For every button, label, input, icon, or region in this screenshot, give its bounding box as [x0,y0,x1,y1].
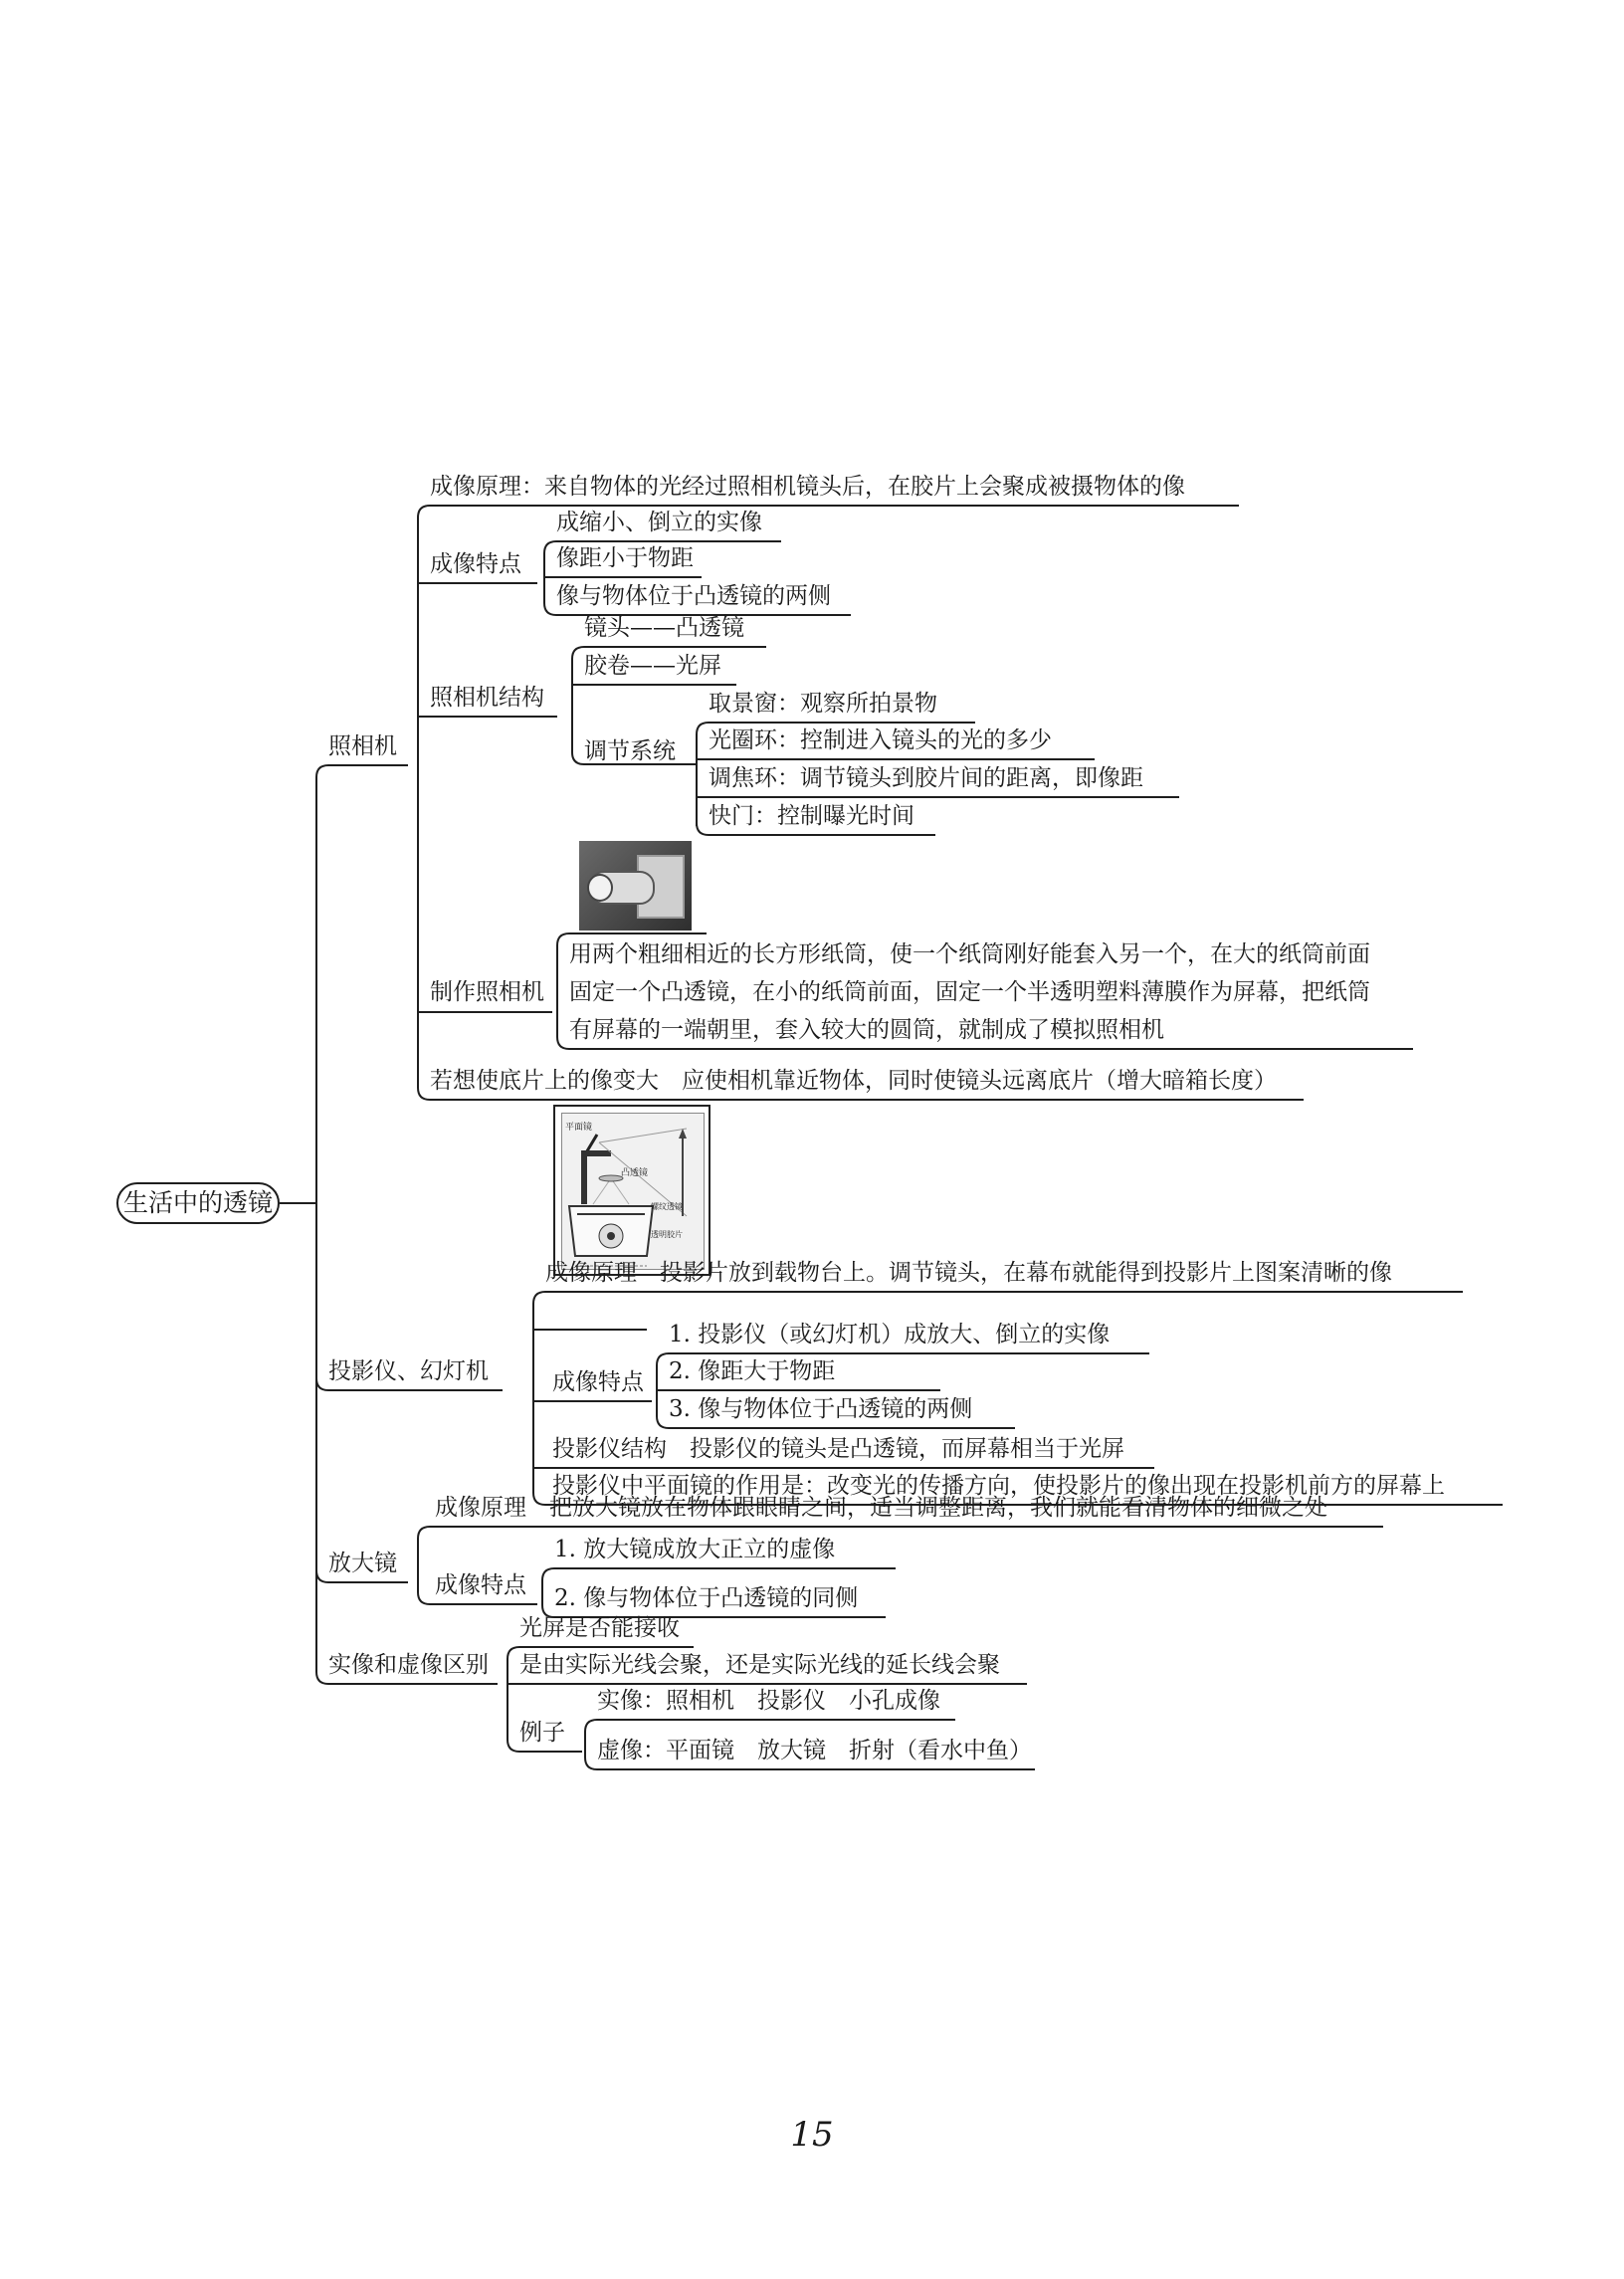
projector-feature-3: 3. 像与物体位于凸透镜的两侧 [669,1396,973,1422]
camera-structure-label[interactable]: 照相机结构 [430,685,544,711]
structure-lens: 镜头——凸透镜 [584,615,744,641]
criterion-rays: 是由实际光线会聚，还是实际光线的延长线会聚 [519,1652,1000,1678]
projector-mirror-role: 投影仪中平面镜的作用是：改变光的传播方向，使投影片的像出现在投影机前方的屏幕上 [552,1473,1445,1499]
adjust-item-viewfinder: 取景窗：观察所拍景物 [709,691,937,717]
fig-label-film: 透明胶片 [651,1230,683,1239]
make-camera-line-2: 固定一个凸透镜，在小的纸筒前面，固定一个半透明塑料薄膜作为屏幕，把纸筒 [569,979,1370,1005]
projector-features-label[interactable]: 成像特点 [552,1369,644,1395]
fig-label-fresnel: 螺纹透镜 [651,1202,683,1211]
root-node[interactable]: 生活中的透镜 [116,1182,280,1224]
magnifier-features-label[interactable]: 成像特点 [435,1572,526,1598]
camera-feature-3: 像与物体位于凸透镜的两侧 [556,583,831,609]
example-real: 实像：照相机 投影仪 小孔成像 [597,1688,940,1714]
make-camera-label[interactable]: 制作照相机 [430,979,544,1005]
magnifier-node[interactable]: 放大镜 [328,1551,397,1576]
projector-feature-1: 1. 投影仪（或幻灯机）成放大、倒立的实像 [669,1322,1111,1347]
camera-feature-2: 像距小于物距 [556,545,694,571]
structure-film: 胶卷——光屏 [584,653,721,679]
bigger-image-tip: 若想使底片上的像变大 应使相机靠近物体，同时使镜头远离底片（增大暗箱长度） [430,1068,1277,1094]
fig-label-mirror: 平面镜 [565,1123,593,1133]
projector-figure [553,1105,710,1276]
adjust-item-aperture: 光圈环：控制进入镜头的光的多少 [709,727,1052,753]
projector-structure: 投影仪结构 投影仪的镜头是凸透镜，而屏幕相当于光屏 [552,1436,1124,1462]
projector-feature-2: 2. 像距大于物距 [669,1358,836,1384]
examples-label[interactable]: 例子 [519,1720,565,1746]
magnifier-feature-2: 2. 像与物体位于凸透镜的同侧 [554,1585,859,1611]
paper-camera-photo [579,841,692,931]
fig-label-convex: 凸透镜 [621,1168,649,1178]
camera-node[interactable]: 照相机 [328,733,397,759]
magnifier-principle: 成像原理 把放大镜放在物体跟眼睛之间，适当调整距离，我们就能看清物体的细微之处 [435,1495,1327,1521]
real-virtual-node[interactable]: 实像和虚像区别 [328,1652,489,1678]
projector-principle: 成像原理 投影片放到载物台上。调节镜头，在幕布就能得到投影片上图案清晰的像 [545,1260,1392,1286]
adjust-system-label[interactable]: 调节系统 [584,738,676,764]
camera-feature-1: 成缩小、倒立的实像 [556,510,762,535]
projector-node[interactable]: 投影仪、幻灯机 [328,1358,489,1384]
criterion-screen: 光屏是否能接收 [519,1615,680,1641]
adjust-item-shutter: 快门：控制曝光时间 [709,803,914,829]
page-number: 15 [790,2115,834,2155]
camera-principle: 成像原理：来自物体的光经过照相机镜头后，在胶片上会聚成被摄物体的像 [430,474,1185,500]
make-camera-line-3: 有屏幕的一端朝里，套入较大的圆筒，就制成了模拟照相机 [569,1017,1164,1043]
magnifier-feature-1: 1. 放大镜成放大正立的虚像 [554,1537,836,1562]
adjust-item-focus: 调焦环：调节镜头到胶片间的距离，即像距 [709,765,1143,791]
camera-features-label[interactable]: 成像特点 [430,551,521,577]
example-virtual: 虚像：平面镜 放大镜 折射（看水中鱼） [597,1738,1032,1763]
make-camera-line-1: 用两个粗细相近的长方形纸筒，使一个纸筒刚好能套入另一个，在大的纸筒前面 [569,941,1370,967]
